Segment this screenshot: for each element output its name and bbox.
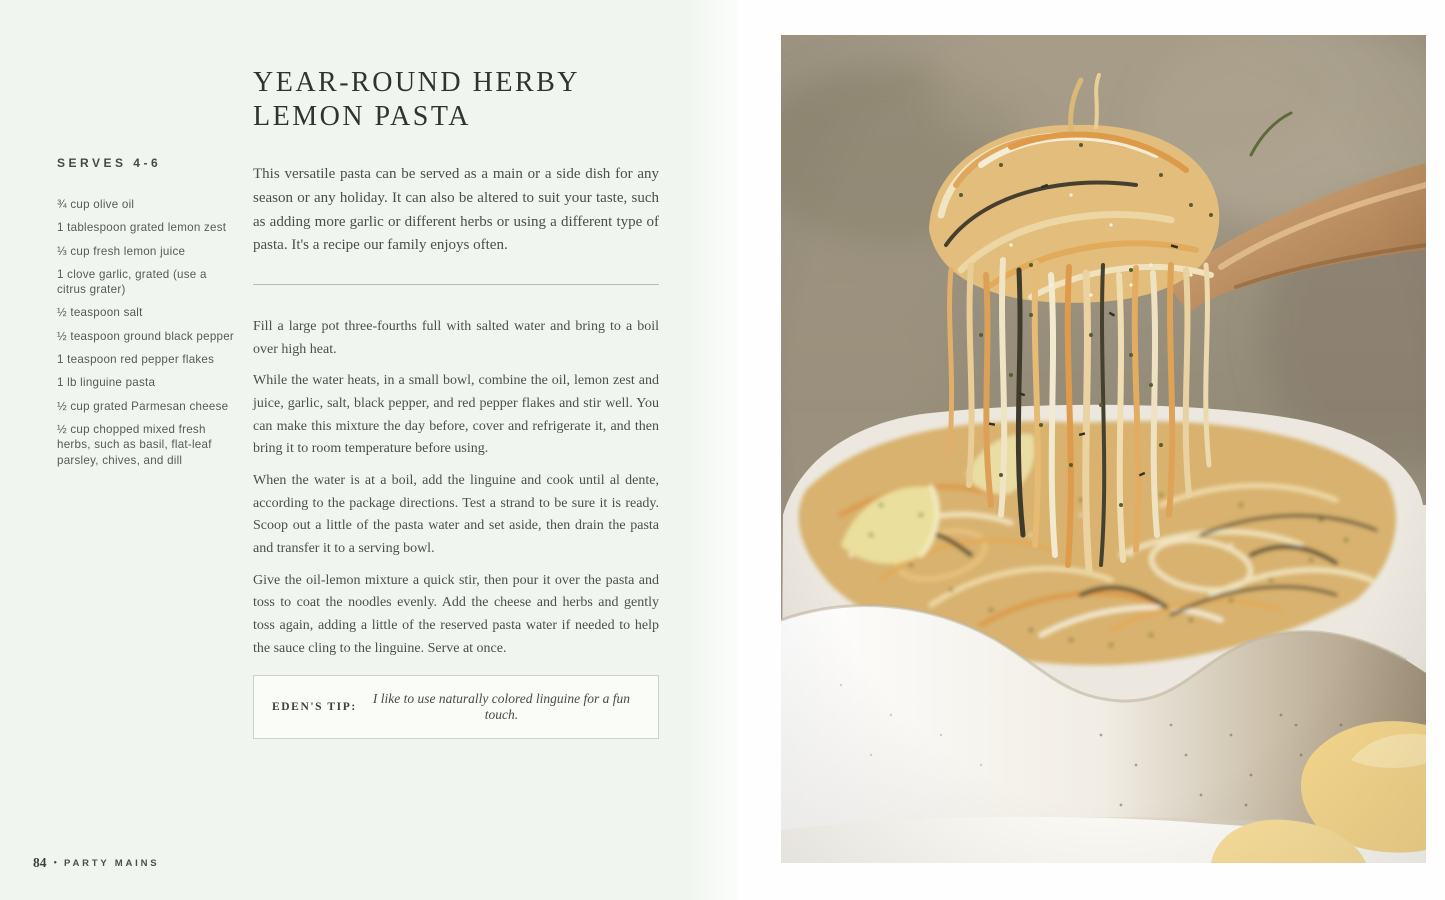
page-number: 84 [33,855,47,870]
recipe-step: Fill a large pot three-fourths full with salted water and bring to a boil over high heat. [253,318,659,357]
recipe-title [253,66,659,133]
recipe-steps [253,316,659,660]
tip-text: I like to use naturally colored linguine for a fun touch. [372,691,630,723]
ingredients-column [57,156,237,476]
footer-section-label: PARTY MAINS [64,857,160,869]
photo-vignette [781,35,1426,863]
divider-rule [253,284,659,285]
ingredient-item: ½ cup chopped mixed fresh herbs, such as basil, flat-leaf parsley, chives, and dill [57,422,212,467]
recipe-title-line2: LEMON PASTA [253,100,471,132]
recipe-step: While the water heats, in a small bowl, combine the oil, lemon zest and juice, garlic, salt, black pepper, and red pepper flakes and stir well. You can make this mixture the day before, cover and refrigerate it, and then bring it to room temperature before using. [253,373,659,457]
ingredient-item: ½ cup grated Parmesan cheese [57,399,229,413]
ingredient-list [57,197,237,468]
ingredient-item: ⅓ cup fresh lemon juice [57,244,186,258]
ingredient-item: 1 tablespoon grated lemon zest [57,221,227,235]
recipe-intro: This versatile pasta can be served as a main or a side dish for any season or any holiday. It can also be altered to suit your taste, such as adding more garlic or different herbs or using a different type of pasta. It's a recipe our family enjoys often. [253,166,659,254]
pasta-photo-illustration [781,35,1426,863]
ingredient-item: ½ teaspoon ground black pepper [57,329,235,343]
recipe-title-line1: YEAR-ROUND HERBY [253,67,580,98]
recipe-body [253,66,659,739]
recipe-step: Give the oil-lemon mixture a quick stir, then pour it over the pasta and toss to coat the noodles evenly. Add the cheese and herbs and gently toss again, adding a little of the reserved pasta water if needed to help the sauce cling to the linguine. Serve at once. [253,572,659,656]
tip-label: EDEN'S TIP: [272,701,357,714]
tip-box [253,675,659,739]
ingredient-item: 1 teaspoon red pepper flakes [57,353,215,367]
ingredient-item: ½ teaspoon salt [57,306,143,320]
ingredient-item: 1 lb linguine pasta [57,376,156,390]
ingredient-item: ¾ cup olive oil [57,198,135,211]
serves-label: SERVES 4-6 [57,156,162,170]
recipe-step: When the water is at a boil, add the linguine and cook until al dente, according to the package directions. Test a strand to be sure it is ready. Scoop out a little of the pasta water and set aside, then drain the pasta and transfer it to a serving bowl. [253,472,659,556]
photo-page [737,0,1445,900]
page-footer [33,855,159,871]
footer-separator: • [53,857,58,869]
ingredient-item: 1 clove garlic, grated (use a citrus grater) [57,267,207,297]
pasta-photo [781,35,1426,863]
